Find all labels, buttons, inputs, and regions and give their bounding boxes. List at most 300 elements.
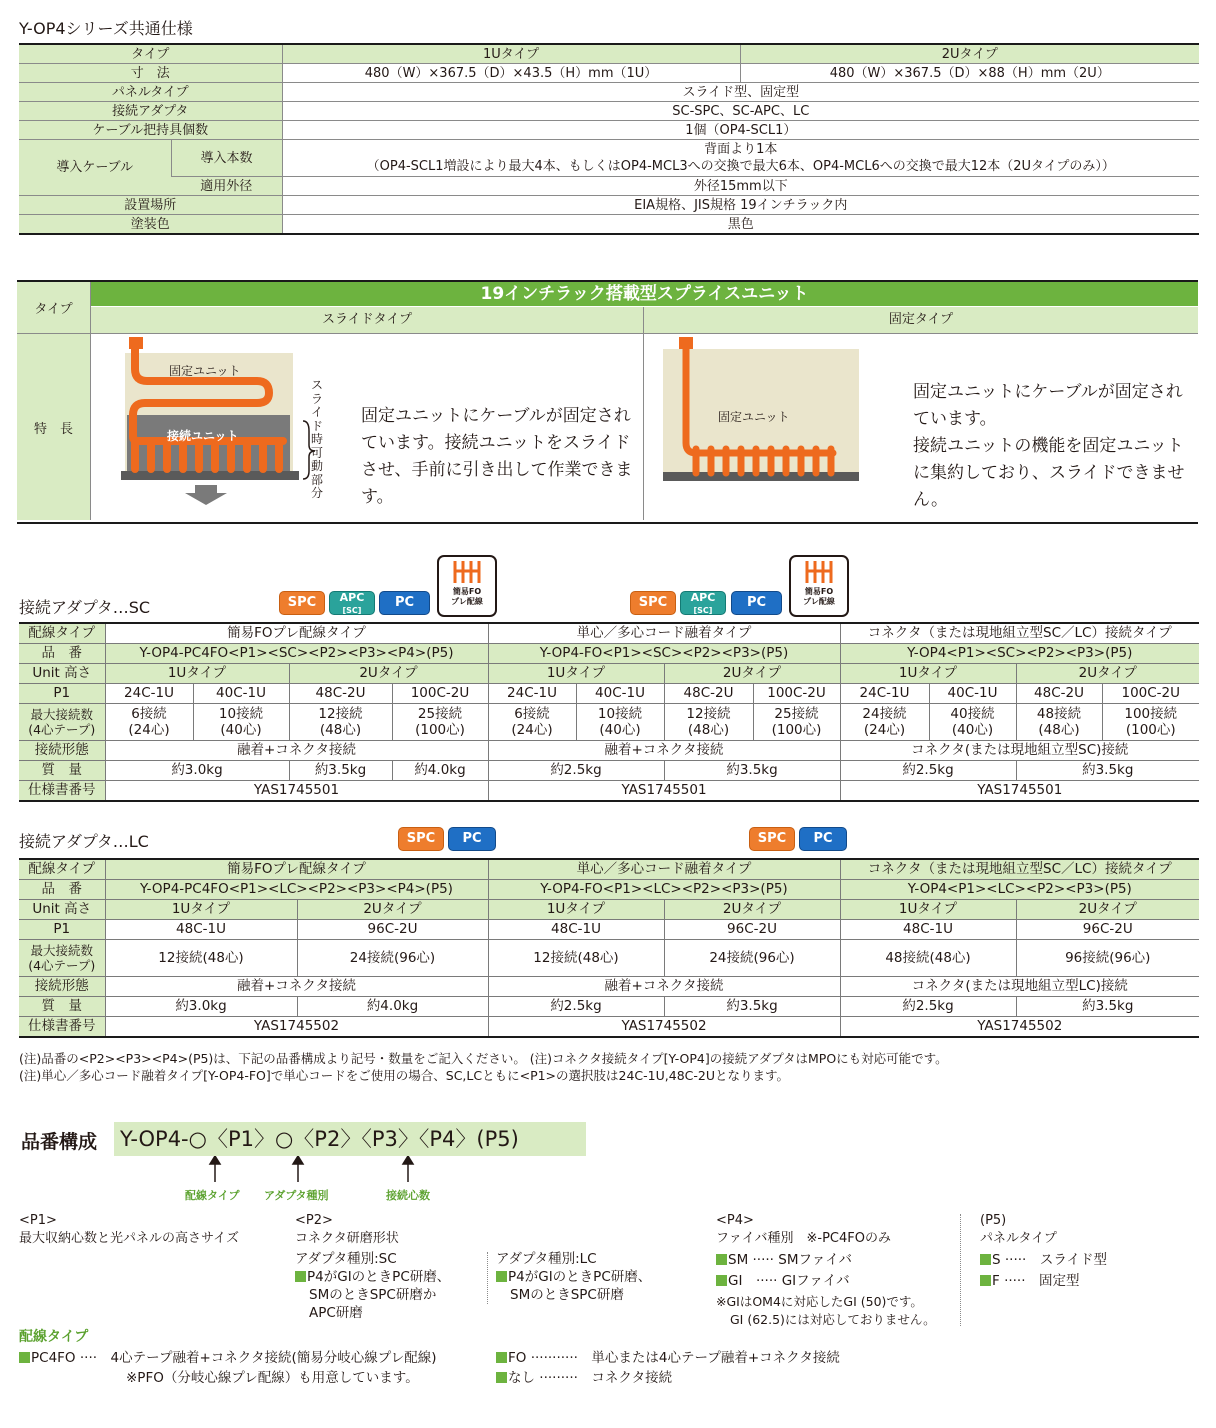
cell: コネクタ（または現地組立型SC／LC）接続タイプ <box>840 623 1199 644</box>
part-number-label: 品番構成 <box>21 1131 98 1153</box>
cell: YAS1745501 <box>105 781 488 802</box>
cell: 約2.5kg <box>488 761 664 781</box>
spec-value: スライド型、固定型 <box>282 83 1199 102</box>
wiring-code: FO <box>508 1350 527 1366</box>
row-label: Unit 高さ <box>19 664 105 684</box>
cell-line: (48心) <box>319 722 362 738</box>
p5-f-code: F <box>992 1273 1000 1289</box>
dots: ···· <box>79 1350 98 1366</box>
dots: ····· <box>755 1273 778 1289</box>
cell: YAS1745501 <box>488 781 840 802</box>
part-number-arrows <box>195 1156 425 1186</box>
cell <box>392 704 488 741</box>
p4-gi-code: GI <box>728 1273 743 1289</box>
spec-header-row <box>19 44 1199 64</box>
cell: 48C-1U <box>105 920 297 940</box>
cell: 約3.5kg <box>1016 997 1199 1017</box>
spec-sublabel: 導入本数 <box>171 140 282 177</box>
note-line: (注)品番の<P2><P3><P4>(P5)は、下記の品番構成より記号・数量をご記入ください。 (注)コネクタ接続タイプ[Y-OP4]の接続アダプタはMPOにも対応可能です。 <box>19 1051 948 1066</box>
cell-line: 25接続 <box>417 706 463 722</box>
pc-badge: PC <box>448 827 496 851</box>
notes <box>19 1050 948 1084</box>
spec-label: 設置場所 <box>19 196 282 215</box>
dots: ··········· <box>530 1350 578 1366</box>
cell: Y-OP4-PC4FO<P1><SC><P2><P3><P4>(P5) <box>105 644 488 664</box>
arrow-label-adapter: アダプタ種別 <box>264 1189 329 1202</box>
row-label-line: (4心テープ) <box>28 958 96 973</box>
cell: 1Uタイプ <box>105 900 297 920</box>
cell: 48C-1U <box>488 920 664 940</box>
fixed-text-line: ています。 <box>913 409 997 429</box>
row-label: 配線タイプ <box>19 623 105 644</box>
spec-title: Y-OP4シリーズ共通仕様 <box>19 19 193 38</box>
cell-line: (24心) <box>128 722 170 738</box>
cell: 96C-2U <box>1016 920 1199 940</box>
cell <box>840 704 929 741</box>
features-type-label: タイプ <box>34 302 73 317</box>
sc-row-max <box>19 704 1199 741</box>
spc-badge: SPC <box>279 591 325 615</box>
cell-line: 24接続 <box>862 706 907 722</box>
cell-line: 12接続 <box>318 706 363 722</box>
sc-row-conn <box>19 741 1199 761</box>
p2-lc-line: P4がGIのときPC研磨、 <box>508 1269 652 1285</box>
apc-badge-label: APC <box>690 591 716 604</box>
row-label <box>19 940 105 977</box>
features-label: 特 長 <box>33 421 73 437</box>
prewire-label-2: プレ配線 <box>803 597 835 606</box>
cell: 2Uタイプ <box>664 664 840 684</box>
green-square-icon <box>496 1352 507 1363</box>
row-label: 仕様書番号 <box>19 781 105 802</box>
pc-badge: PC <box>799 827 847 851</box>
p5-s-value: スライド型 <box>1039 1252 1107 1268</box>
green-square-icon <box>19 1352 30 1363</box>
wiring-value: 4心テープ融着+コネクタ接続(簡易分岐心線プレ配線) <box>110 1350 437 1366</box>
cell: 96C-2U <box>297 920 488 940</box>
p2-lc-line: SMのときSPC研磨 <box>510 1287 624 1303</box>
slide-feature-text <box>361 403 633 511</box>
features-panel <box>17 280 1198 524</box>
cell <box>488 704 576 741</box>
lc-row-type <box>19 859 1199 880</box>
spec-header-1u: 1Uタイプ <box>282 44 740 64</box>
spec-row-color <box>19 215 1199 235</box>
features-slide-header: スライドタイプ <box>91 307 644 334</box>
green-square-icon <box>980 1275 991 1286</box>
cell: 融着+コネクタ接続 <box>488 741 840 761</box>
cell-line: 6接続 <box>514 706 550 722</box>
sc-row-mass <box>19 761 1199 781</box>
sc-row-type <box>19 623 1199 644</box>
cell-line: 12接続 <box>686 706 731 722</box>
arrow-head-icon <box>293 1156 303 1164</box>
spec-value: EIA規格、JIS規格 19インチラック内 <box>282 196 1199 215</box>
cell: 約2.5kg <box>488 997 664 1017</box>
slide-arrow-icon <box>185 485 227 505</box>
prewire-fiber-icon <box>441 559 493 589</box>
apc-badge-label: APC <box>339 591 365 604</box>
sc-title: 接続アダプタ…SC <box>19 598 151 617</box>
cell: コネクタ（または現地組立型SC／LC）接続タイプ <box>840 859 1199 880</box>
cell-line: (40心) <box>951 722 994 738</box>
fixed-text-line: に集約しており、スライドできませ <box>913 463 1185 483</box>
prewire-label-1: 簡易FO <box>452 587 482 596</box>
cell: 約3.5kg <box>289 761 392 781</box>
lc-table <box>19 858 1199 1038</box>
row-label <box>19 704 105 741</box>
cell: 100C-2U <box>392 684 488 704</box>
p5-title: (P5) <box>980 1213 1007 1228</box>
row-label: P1 <box>19 920 105 940</box>
cell: 24接続(96心) <box>664 940 840 977</box>
cell: 24C-1U <box>840 684 929 704</box>
cell: 単心／多心コード融着タイプ <box>488 859 840 880</box>
spec-label: 寸 法 <box>19 64 282 83</box>
slide-fixed-unit-label: 固定ユニット <box>169 364 241 378</box>
p2-lc-head: アダプタ種別:LC <box>496 1251 597 1267</box>
spec-sublabel: 適用外径 <box>171 177 282 196</box>
lc-row-mass <box>19 997 1199 1017</box>
cell: 融着+コネクタ接続 <box>105 977 488 997</box>
cell <box>1016 704 1102 741</box>
apc-badge-sub: [SC] <box>342 606 362 615</box>
p2-title: <P2> <box>295 1213 333 1228</box>
spec-label: 塗装色 <box>19 215 282 235</box>
spec-label: ケーブル把持具個数 <box>19 121 282 140</box>
cell <box>289 704 392 741</box>
pc-badge: PC <box>379 591 430 615</box>
cell-line: (100心) <box>1125 722 1176 738</box>
spec-value: 1個（OP4-SCL1） <box>282 121 1199 140</box>
cell: 24C-1U <box>488 684 576 704</box>
cell: 96接続(96心) <box>1016 940 1199 977</box>
green-square-icon <box>295 1271 306 1282</box>
dots: ····· <box>1004 1273 1026 1289</box>
p2-lc <box>496 1250 651 1304</box>
cell: 12接続(48心) <box>105 940 297 977</box>
p2-section <box>295 1212 399 1248</box>
p4-sm-code: SM <box>728 1252 749 1268</box>
fixed-text-line: 固定ユニットにケーブルが固定され <box>913 382 1183 402</box>
cell: 簡易FOプレ配線タイプ <box>105 859 488 880</box>
spec-header-2u: 2Uタイプ <box>740 44 1199 64</box>
sc-row-p1 <box>19 684 1199 704</box>
cell: Y-OP4-FO<P1><LC><P2><P3>(P5) <box>488 880 840 900</box>
cell: YAS1745502 <box>488 1017 840 1038</box>
spec-row-cable-diameter <box>19 177 1199 196</box>
fixed-unit-label: 固定ユニット <box>718 410 790 424</box>
cell-line: (40心) <box>599 722 641 738</box>
row-label-line: 最大接続数 <box>30 707 93 722</box>
lc-row-conn <box>19 977 1199 997</box>
features-type-cell <box>17 282 91 334</box>
features-banner: 19インチラック搭載型スプライスユニット <box>91 282 1198 306</box>
arrow-head-icon <box>210 1156 220 1164</box>
apc-badge-sub: [SC] <box>693 606 713 615</box>
row-label-line: (4心テープ) <box>28 722 96 737</box>
slide-text-line: 固定ユニットにケーブルが固定され <box>361 406 631 426</box>
cell-line: (100心) <box>771 722 822 738</box>
cell: 約3.5kg <box>1016 761 1199 781</box>
p4-desc: ファイバ種別 ※-PC4FOのみ <box>716 1231 891 1246</box>
p1-desc: 最大収納心数と光パネルの高さサイズ <box>19 1231 239 1246</box>
spec-label: 導入ケーブル <box>19 140 171 196</box>
slide-side-label: スライド時可動部分 <box>311 378 324 500</box>
sc-row-unit <box>19 664 1199 684</box>
spec-value: SC-SPC、SC-APC、LC <box>282 102 1199 121</box>
wiring-value: コネクタ接続 <box>591 1370 673 1386</box>
arrow-head-icon <box>403 1156 413 1164</box>
p1-title: <P1> <box>19 1213 57 1228</box>
cell: 融着+コネクタ接続 <box>488 977 840 997</box>
lc-row-max <box>19 940 1199 977</box>
spec-row-adapter <box>19 102 1199 121</box>
wiring-code: なし <box>508 1370 535 1386</box>
p2-sc-head: アダプタ種別:SC <box>295 1251 397 1267</box>
lc-row-unit <box>19 900 1199 920</box>
cell: 1Uタイプ <box>488 664 664 684</box>
prewire-icon <box>789 555 849 617</box>
lc-row-part <box>19 880 1199 900</box>
spec-header-type: タイプ <box>19 44 282 64</box>
cell: Y-OP4-FO<P1><SC><P2><P3>(P5) <box>488 644 840 664</box>
cell: 40C-1U <box>193 684 289 704</box>
features-label-cell <box>17 334 91 520</box>
spc-badge: SPC <box>630 591 676 615</box>
spec-value <box>282 140 1199 177</box>
cell: Y-OP4<P1><LC><P2><P3>(P5) <box>840 880 1199 900</box>
wiring-fo <box>496 1348 840 1388</box>
green-square-icon <box>496 1372 507 1383</box>
note-line: (注)単心／多心コード融着タイプ[Y-OP4-FO]で単心コードをご使用の場合、SC,LCともに<P1>の選択肢は24C-1U,48C-2Uとなります。 <box>19 1068 789 1083</box>
spec-row-location <box>19 196 1199 215</box>
cell-line: 40接続 <box>950 706 995 722</box>
dots: ········· <box>539 1370 578 1386</box>
spec-row-dimensions <box>19 64 1199 83</box>
slide-connect-unit-label: 接続ユニット <box>167 429 239 443</box>
green-square-icon <box>980 1254 991 1265</box>
cell: 約3.5kg <box>664 761 840 781</box>
p4-gi-value: GIファイバ <box>781 1273 850 1289</box>
cell: YAS1745502 <box>105 1017 488 1038</box>
spec-row-clamp <box>19 121 1199 140</box>
dots: ····· <box>752 1252 774 1268</box>
cell <box>753 704 840 741</box>
p5-s-code: S <box>992 1252 1001 1268</box>
spec-value: 480（W）×367.5（D）×88（H）mm（2U） <box>740 64 1199 83</box>
fixed-feature-text <box>913 379 1185 514</box>
wiring-title: 配線タイプ <box>19 1329 89 1345</box>
p5-section <box>980 1212 1107 1290</box>
cable-count-line1: 背面より1本 <box>704 142 778 157</box>
spec-value: 黒色 <box>282 215 1199 235</box>
p2-divider <box>487 1252 488 1304</box>
row-label: P1 <box>19 684 105 704</box>
row-label-line: 最大接続数 <box>30 943 93 958</box>
cell: 2Uタイプ <box>1016 900 1199 920</box>
p2-sc-line: APC研磨 <box>309 1305 363 1321</box>
cell: 約3.5kg <box>664 997 840 1017</box>
p4-note: GI (62.5)には対応しておりません。 <box>730 1312 936 1327</box>
cell-line: 100接続 <box>1124 706 1178 722</box>
cell <box>193 704 289 741</box>
cell <box>664 704 753 741</box>
cell <box>1102 704 1199 741</box>
cell: 100C-2U <box>1102 684 1199 704</box>
p2-sc <box>295 1250 450 1322</box>
cell: YAS1745501 <box>840 781 1199 802</box>
p4-note: ※GIはOM4に対応したGI (50)です。 <box>716 1294 923 1309</box>
prewire-label-1: 簡易FO <box>804 587 834 596</box>
cell-line: (48心) <box>687 722 730 738</box>
features-divider <box>643 334 644 520</box>
sc-row-part <box>19 644 1199 664</box>
spec-table <box>19 43 1199 235</box>
row-label: 品 番 <box>19 644 105 664</box>
row-label: 接続形態 <box>19 741 105 761</box>
cell-line: (48心) <box>1038 722 1080 738</box>
cell: 48C-2U <box>664 684 753 704</box>
cell: 48接続(48心) <box>840 940 1016 977</box>
cell-line: 10接続 <box>218 706 264 722</box>
cell <box>105 704 193 741</box>
cell: 40C-1U <box>929 684 1016 704</box>
lc-row-spec <box>19 1017 1199 1038</box>
spec-value: 外径15mm以下 <box>282 177 1199 196</box>
p5-desc: パネルタイプ <box>980 1231 1057 1246</box>
green-square-icon <box>716 1254 727 1265</box>
cell: 48C-1U <box>840 920 1016 940</box>
cell-line: (24心) <box>863 722 906 738</box>
row-label: 質 量 <box>19 997 105 1017</box>
slide-text-line: す。 <box>361 487 394 507</box>
row-label: 接続形態 <box>19 977 105 997</box>
wiring-pc4fo <box>19 1348 436 1388</box>
row-label: 仕様書番号 <box>19 1017 105 1038</box>
slide-base-bar <box>121 471 299 480</box>
arrow-label-wiring: 配線タイプ <box>185 1189 240 1202</box>
p5-f-value: 固定型 <box>1039 1273 1080 1289</box>
cell: 96C-2U <box>664 920 840 940</box>
fixed-text-line: ん。 <box>913 490 949 510</box>
slide-text-line: させ、手前に引き出して作業できま <box>361 460 633 480</box>
green-square-icon <box>716 1275 727 1286</box>
cell: 約2.5kg <box>840 761 1016 781</box>
p2-desc: コネクタ研磨形状 <box>295 1231 399 1246</box>
row-label: 品 番 <box>19 880 105 900</box>
cell: 約3.0kg <box>105 761 289 781</box>
cell: 24C-1U <box>105 684 193 704</box>
cell-line: 48接続 <box>1036 706 1082 722</box>
spec-label: パネルタイプ <box>19 83 282 102</box>
prewire-icon <box>437 555 497 617</box>
cell <box>576 704 664 741</box>
row-label: Unit 高さ <box>19 900 105 920</box>
cell: 1Uタイプ <box>840 900 1016 920</box>
cell-line: (100心) <box>415 722 465 738</box>
sc-table <box>19 622 1199 802</box>
cell: 約4.0kg <box>392 761 488 781</box>
prewire-fiber-icon <box>793 559 845 589</box>
cell: 2Uタイプ <box>1016 664 1199 684</box>
cell-line: 6接続 <box>131 706 167 722</box>
slide-text-line: ています。接続ユニットをスライド <box>361 433 631 453</box>
green-square-icon <box>496 1271 507 1282</box>
cell: 2Uタイプ <box>297 900 488 920</box>
cell: 約2.5kg <box>840 997 1016 1017</box>
cell-line: (24心) <box>511 722 553 738</box>
part-number-code: Y-OP4-○〈P1〉○〈P2〉〈P3〉〈P4〉(P5) <box>114 1122 586 1156</box>
cell: 100C-2U <box>753 684 840 704</box>
spec-row-cable-count <box>19 140 1199 177</box>
features-fixed-header: 固定タイプ <box>644 307 1198 334</box>
cell: 48C-2U <box>289 684 392 704</box>
cell-line: (40心) <box>220 722 262 738</box>
cell: 1Uタイプ <box>488 900 664 920</box>
prewire-label-2: プレ配線 <box>451 597 483 606</box>
p5-divider <box>960 1214 961 1326</box>
cell: 1Uタイプ <box>840 664 1016 684</box>
cell-line: 25接続 <box>774 706 819 722</box>
spec-row-panel <box>19 83 1199 102</box>
apc-badge <box>680 591 726 615</box>
cell: 12接続(48心) <box>488 940 664 977</box>
p4-sm-value: SMファイバ <box>778 1252 852 1268</box>
p1-section <box>19 1212 239 1248</box>
cell-line: 10接続 <box>597 706 643 722</box>
spc-badge: SPC <box>749 827 795 851</box>
slide-cable-head <box>129 337 143 349</box>
p2-sc-line: P4がGIのときPC研磨、 <box>307 1269 451 1285</box>
cell: 40C-1U <box>576 684 664 704</box>
wiring-value: 単心または4心テープ融着+コネクタ接続 <box>591 1350 840 1366</box>
cell: 融着+コネクタ接続 <box>105 741 488 761</box>
p4-title: <P4> <box>716 1213 754 1228</box>
cell: 約3.0kg <box>105 997 297 1017</box>
fixed-text-line: 接続ユニットの機能を固定ユニット <box>913 436 1184 456</box>
cell: 約4.0kg <box>297 997 488 1017</box>
cell: 単心／多心コード融着タイプ <box>488 623 840 644</box>
cell: コネクタ(または現地組立型SC)接続 <box>840 741 1199 761</box>
arrow-label-cores: 接続心数 <box>386 1189 430 1202</box>
wiring-note: ※PFO（分岐心線プレ配線）も用意しています。 <box>126 1370 419 1386</box>
p2-sc-line: SMのときSPC研磨か <box>309 1287 437 1303</box>
cell: 1Uタイプ <box>105 664 289 684</box>
lc-title: 接続アダプタ…LC <box>19 832 149 851</box>
cell: YAS1745502 <box>840 1017 1199 1038</box>
pc-badge: PC <box>731 591 782 615</box>
cell: 簡易FOプレ配線タイプ <box>105 623 488 644</box>
cell <box>929 704 1016 741</box>
cell: Y-OP4<P1><SC><P2><P3>(P5) <box>840 644 1199 664</box>
lc-row-p1 <box>19 920 1199 940</box>
cell: コネクタ(または現地組立型LC)接続 <box>840 977 1199 997</box>
spec-value: 480（W）×367.5（D）×43.5（H）mm（1U） <box>282 64 740 83</box>
spec-label: 接続アダプタ <box>19 102 282 121</box>
apc-badge <box>329 591 375 615</box>
row-label: 配線タイプ <box>19 859 105 880</box>
row-label: 質 量 <box>19 761 105 781</box>
p4-section <box>716 1212 936 1329</box>
cell: 2Uタイプ <box>289 664 488 684</box>
sc-row-spec <box>19 781 1199 802</box>
cell: 24接続(96心) <box>297 940 488 977</box>
cell: Y-OP4-PC4FO<P1><LC><P2><P3><P4>(P5) <box>105 880 488 900</box>
cable-count-line2: （OP4-SCL1増設により最大4本、もしくはOP4-MCL3への交換で最大6本、OP4-MCL6への交換で最大12本（2Uタイプのみ）） <box>366 159 1115 174</box>
spc-badge: SPC <box>398 827 444 851</box>
dots: ····· <box>1004 1252 1027 1268</box>
